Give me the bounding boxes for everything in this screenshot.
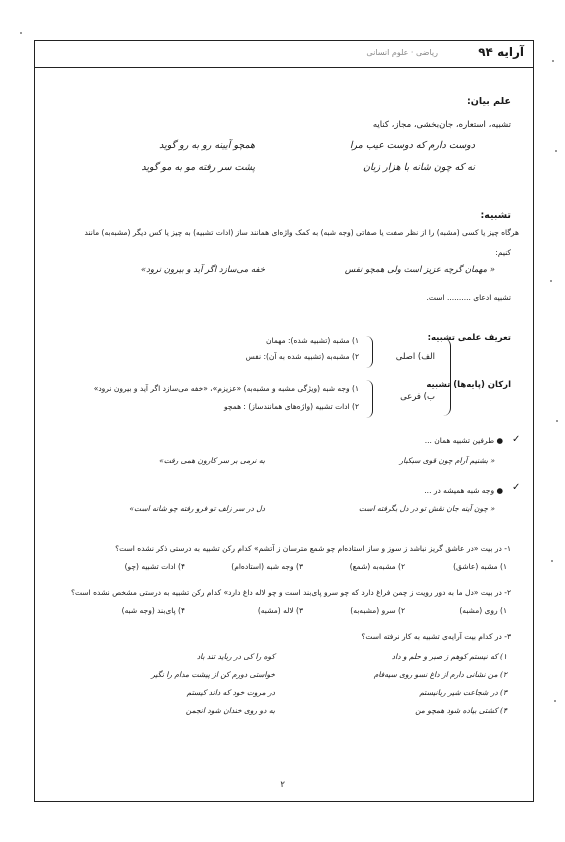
page-title: آرایه ۹۴	[478, 45, 524, 59]
page-number: ۲	[280, 780, 285, 790]
q2-option-4[interactable]: ۴) پای‌بند (وجه شبه)	[121, 606, 185, 615]
note-2-verse-left: دل در سر زلف تو فرو رفته چو شانه است»	[129, 504, 265, 513]
intro-heading: علم بیان:	[466, 96, 511, 107]
q1-option-2[interactable]: ۲) مشبه‌به (شمع)	[349, 562, 405, 571]
header-stamp: ریاضی · علوم انسانی	[366, 48, 438, 57]
q1-option-1[interactable]: ۱) مشبه (عاشق)	[453, 562, 507, 571]
poem-line-1-right: دوست دارم که دوست عیب مرا	[349, 140, 475, 151]
question-2-text: ۲- در بیت «دل ما به دور رویت ز چمن فراغ دارد که چو سرو پای‌بند است و چو لاله داغ دارد» کدام رکن تشبیه به درستی مشخص نشده است؟	[70, 588, 511, 597]
poem-line-2-left: پشت سر رفته مو به مو گوید	[141, 162, 255, 173]
tashbih-blank-line: تشبیه ادعای .......... است.	[426, 293, 511, 302]
q3-option-4-left: به دو روی خندان شود انجمن	[185, 706, 275, 715]
intro-topics: تشبیه، استعاره، جان‌بخشی، مجاز، کنایه	[372, 120, 511, 130]
page-header	[34, 40, 534, 68]
q1-option-4[interactable]: ۴) ادات تشبیه (چو)	[124, 562, 185, 571]
poem-line-1-left: همچو آیینه رو به رو گوید	[159, 140, 255, 151]
asli-brace	[366, 336, 373, 368]
q2-option-3[interactable]: ۳) لاله (مشبه)	[257, 606, 303, 615]
q3-option-2-left: خواستی دورم کن از پیشت مدام را نگیر	[151, 670, 275, 679]
note-2-title: ● وجه شبه همیشه در ...	[424, 486, 503, 495]
asli-item-1: ۱) مشبه (تشبیه شده): مهمان	[266, 336, 359, 345]
far3i-item-1: ۱) وجه شبه (ویژگی مشبه و مشبه‌به) «عزیزم»، «خفه می‌سازد اگر آید و بیرون نرود»	[93, 384, 359, 393]
asli-label: الف) اصلی	[395, 352, 435, 362]
note-1-verse-left: به نرمی بر سر کارون همی رفت»	[159, 456, 265, 465]
question-1-text: ۱- در بیت «در عاشق گریز نباشد ز سوز و ساز استاده‌ام چو شمع مترسان ز آتشم» کدام رکن تشبیه به درستی ذکر نشده است؟	[115, 544, 511, 553]
q2-option-2[interactable]: ۲) سرو (مشبه‌به)	[350, 606, 405, 615]
scan-speck	[20, 32, 22, 34]
q3-option-1-right[interactable]: ۱) که نیستم کوهم ز صبر و حلم و داد	[391, 652, 507, 661]
note-1-verse-right: « بشنیم آرام چون قوی سبکبار	[399, 456, 495, 465]
scan-speck	[556, 420, 558, 422]
q2-option-1[interactable]: ۱) روی (مشبه)	[459, 606, 507, 615]
tashbih-example-left: خفه می‌سازد اگر آید و بیرون نرود»	[140, 265, 265, 275]
q3-option-2-right[interactable]: ۲) من نشانی دارم از داغ نسو روی سیه‌فام	[373, 670, 507, 679]
arkan-brace	[442, 338, 451, 416]
note-1-title: ● طرفین تشبیه همان ...	[424, 436, 503, 445]
scan-speck	[554, 700, 556, 702]
scan-speck	[555, 150, 557, 152]
poem-line-2-right: نه که چون شانه با هزار زبان	[363, 162, 475, 173]
note-2-verse-right: « چون آینه جان نقش تو در دل بگرفته است	[358, 504, 495, 513]
scan-speck	[550, 280, 552, 282]
scientific-definition-label: تعریف علمی تشبیه:	[427, 333, 511, 343]
q3-option-3-right[interactable]: ۳) در شجاعت شیر ربانیستم	[419, 688, 507, 697]
far3i-item-2: ۲) ادات تشبیه (واژه‌های همانندساز) : همچو	[224, 402, 359, 411]
check-icon: ✓	[512, 434, 521, 445]
far3i-label: ب) فرعی	[400, 392, 435, 402]
tashbih-example-right: « مهمان گرچه عزیز است ولی همچو نفس	[344, 265, 495, 275]
scan-speck	[552, 60, 554, 62]
tashbih-definition-cont: کنیم:	[495, 248, 511, 257]
arkan-label: ارکان (پایه‌ها) تشبیه	[426, 380, 511, 390]
q3-option-3-left: در مروت خود که داند کیستم	[186, 688, 275, 697]
q1-option-3[interactable]: ۳) وجه شبه (استاده‌ام)	[231, 562, 303, 571]
tashbih-definition: هرگاه چیز یا کسی (مشبه) را از نظر صفت یا صفاتی (وجه شبه) به کمک واژه‌ای همانند ساز (ادات تشبیه) به چیز یا کس دیگر (مشبه‌به) مانند	[84, 228, 519, 237]
q3-option-4-right[interactable]: ۴) کشتی بیاده شود همچو من	[415, 706, 507, 715]
check-icon: ✓	[512, 482, 521, 493]
far3i-brace	[366, 380, 373, 418]
question-3-text: ۳- در کدام بیت آرایه‌ی تشبیه به کار نرفته است؟	[361, 632, 511, 641]
asli-item-2: ۲) مشبه‌به (تشبیه شده به آن): نفس	[245, 352, 359, 361]
q3-option-1-left: کوه را کی در رباید تند باد	[196, 652, 275, 661]
scan-speck	[551, 560, 553, 562]
tashbih-heading: تشبیه:	[480, 210, 511, 221]
